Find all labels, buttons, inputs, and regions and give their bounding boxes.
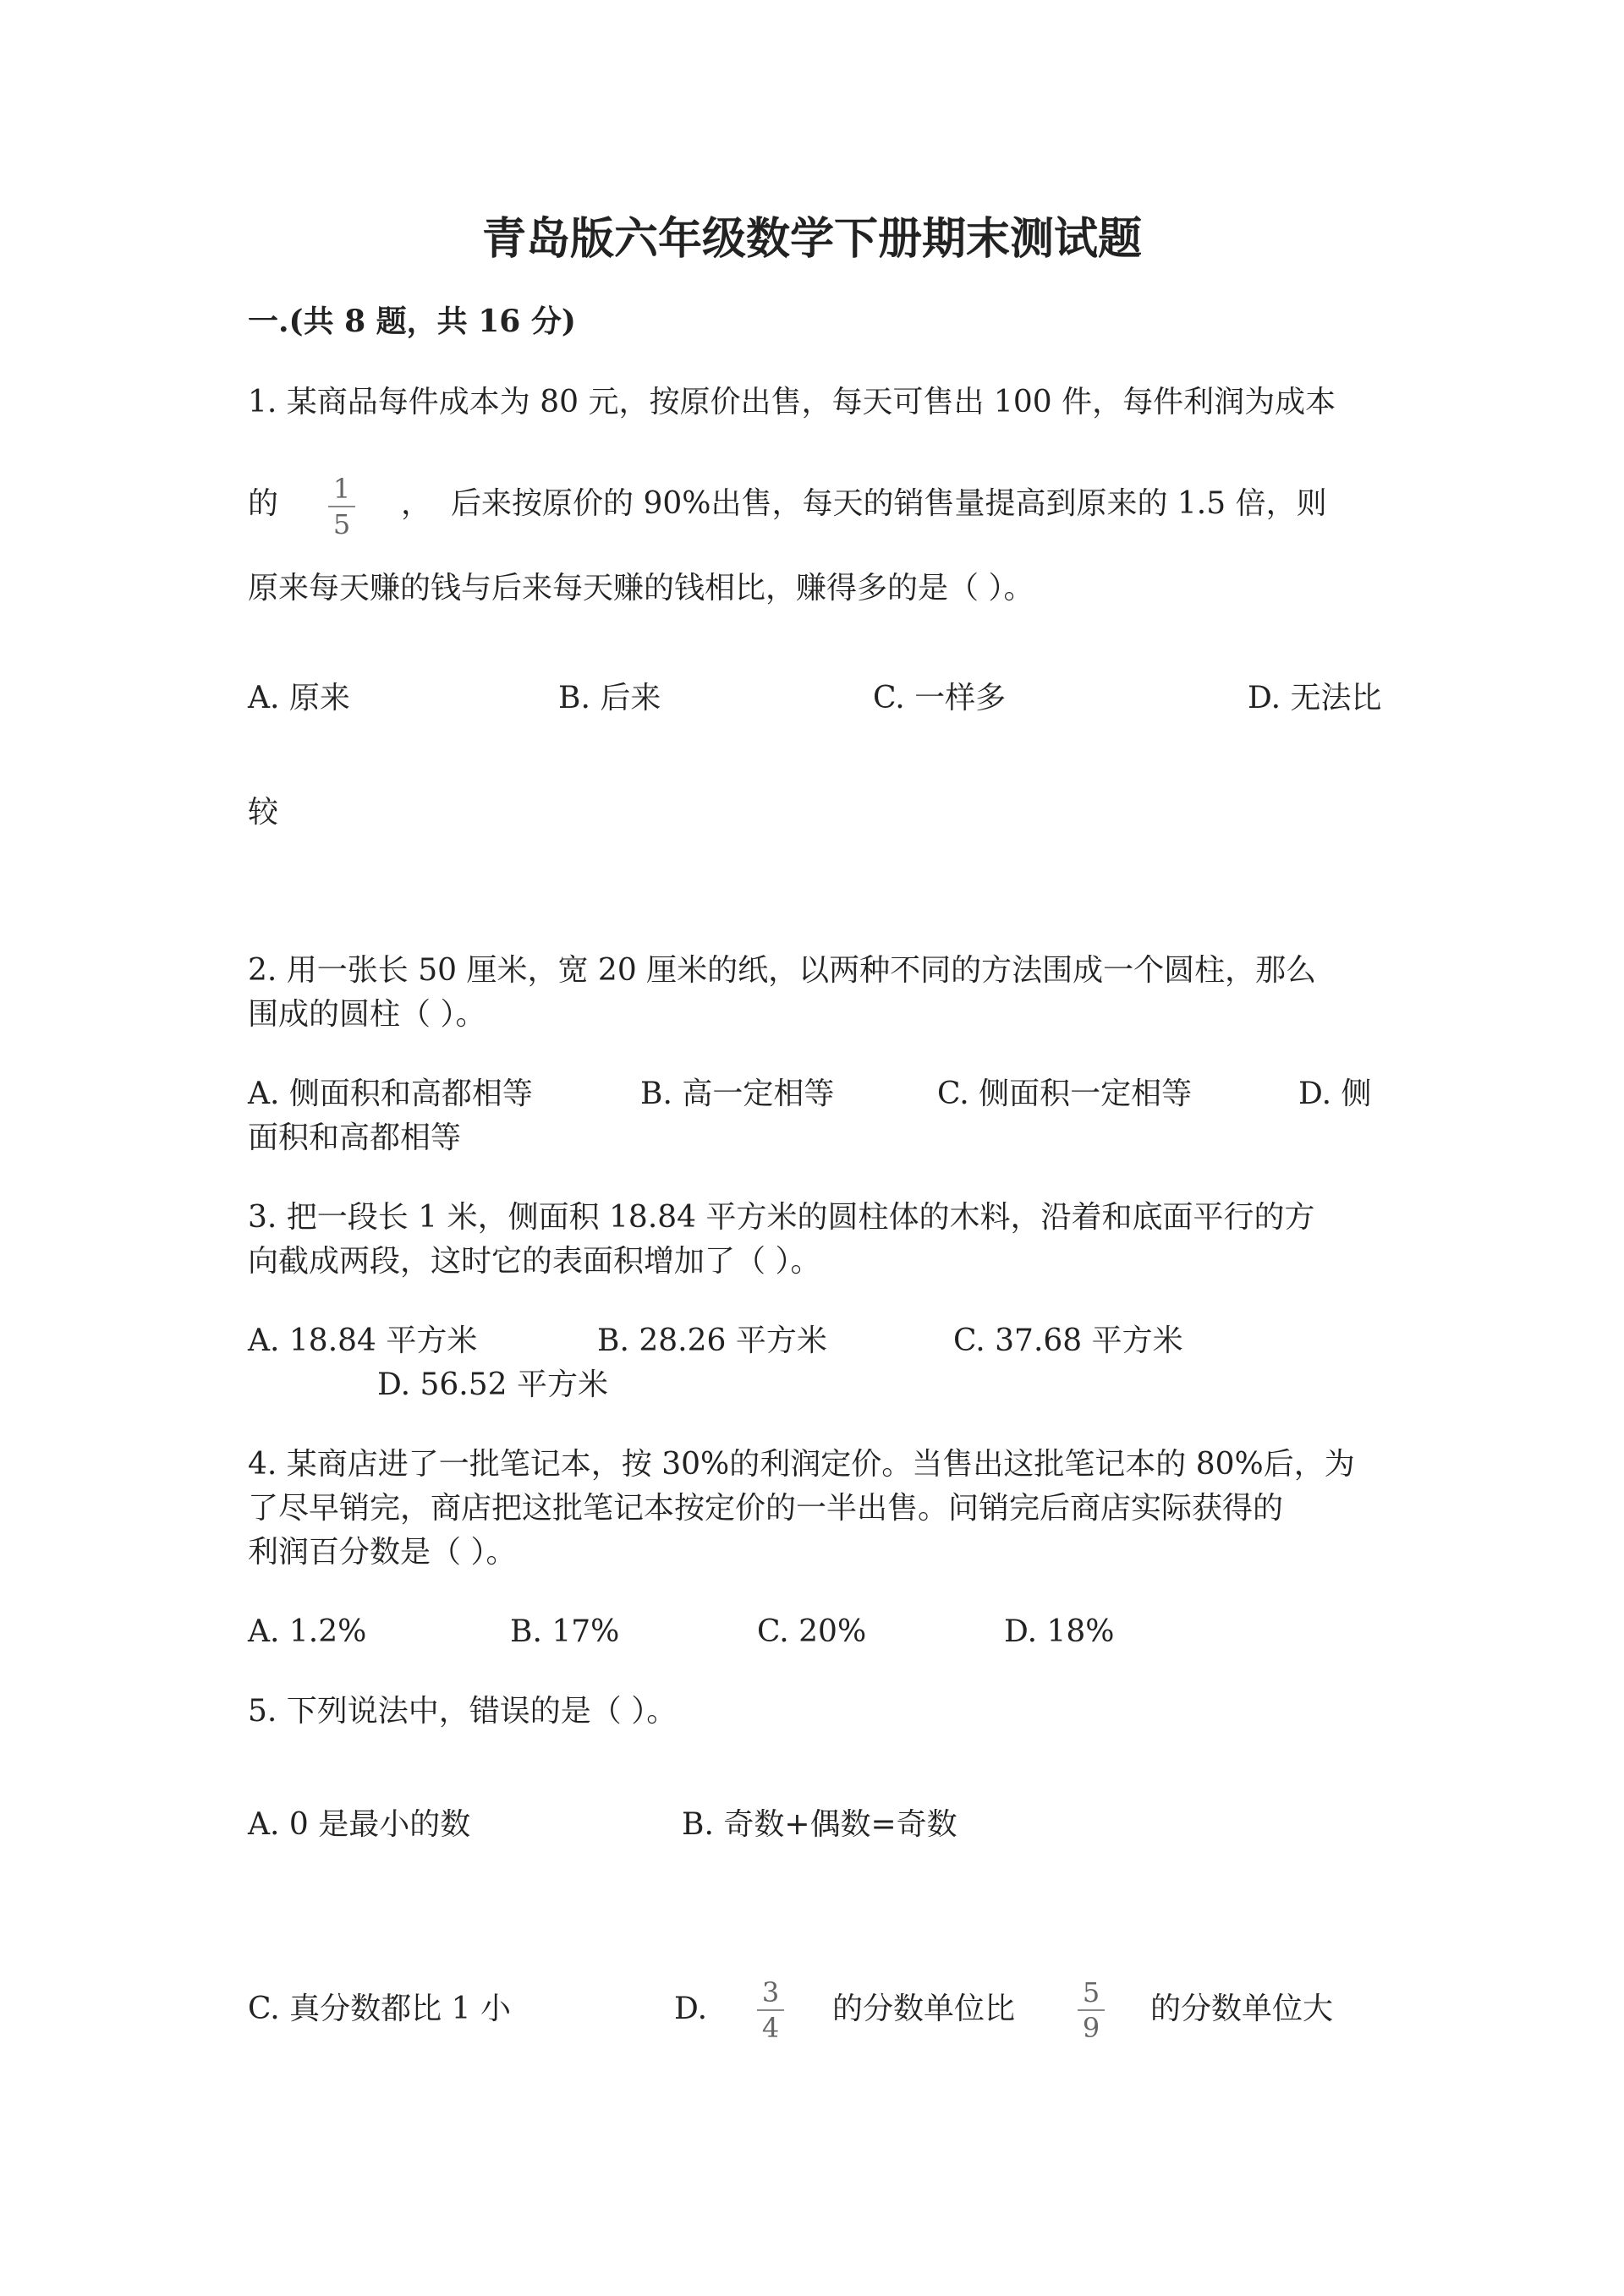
q1-line3: 原来每天赚的钱与后来每天赚的钱相比，赚得多的是（ ）。 [248, 571, 1034, 606]
section-heading: 一.(共 8 题，共 16 分) [248, 304, 576, 339]
q5-line1: 5. 下列说法中，错误的是（ ）。 [248, 1694, 678, 1729]
q3-option-c[interactable]: C. 37.68 平方米 [953, 1323, 1183, 1358]
q2-line1: 2. 用一张长 50 厘米，宽 20 厘米的纸，以两种不同的方法围成一个圆柱，那么 [248, 953, 1317, 988]
fraction-denominator: 9 [1082, 2012, 1100, 2044]
q1-line1: 1. 某商品每件成本为 80 元，按原价出售，每天可售出 100 件，每件利润为成本 [248, 385, 1336, 419]
q4-line1: 4. 某商店进了一批笔记本，按 30%的利润定价。当售出这批笔记本的 80%后，为 [248, 1447, 1355, 1482]
q5-option-d-label[interactable]: D. [674, 1992, 708, 2026]
fraction-numerator: 5 [1082, 1976, 1100, 2008]
q4-line3: 利润百分数是（ ）。 [248, 1535, 517, 1570]
q1-line2-comma: ， [401, 486, 432, 521]
fraction-denominator: 4 [761, 2012, 780, 2044]
fraction-denominator: 5 [332, 508, 351, 540]
q4-option-c[interactable]: C. 20% [757, 1614, 867, 1649]
q5-option-b[interactable]: B. 奇数+偶数=奇数 [682, 1807, 957, 1842]
q3-option-b[interactable]: B. 28.26 平方米 [597, 1323, 827, 1358]
q1-option-d[interactable]: D. 无法比 [1248, 681, 1382, 715]
fraction-bar [757, 2009, 784, 2011]
fraction-bar [328, 506, 355, 507]
q1-line2-rest: 后来按原价的 90%出售，每天的销售量提高到原来的 1.5 倍，则 [451, 486, 1327, 521]
q2-option-b[interactable]: B. 高一定相等 [640, 1077, 835, 1111]
q3-line1: 3. 把一段长 1 米，侧面积 18.84 平方米的圆柱体的木料，沿着和底面平行的方 [248, 1200, 1315, 1235]
q4-option-d[interactable]: D. 18% [1004, 1614, 1115, 1649]
q5-option-d-end: 的分数单位大 [1150, 1992, 1334, 2026]
fraction-numerator: 3 [761, 1976, 780, 2008]
q1-option-b[interactable]: B. 后来 [558, 681, 661, 715]
q3-line2: 向截成两段，这时它的表面积增加了（ ）。 [248, 1244, 821, 1279]
q5-option-a[interactable]: A. 0 是最小的数 [248, 1807, 471, 1842]
q1-line2-pre: 的 [248, 486, 279, 521]
q5-option-c[interactable]: C. 真分数都比 1 小 [248, 1992, 511, 2026]
q1-fraction [325, 474, 359, 540]
page-title: 青岛版六年级数学下册期末测试题 [481, 213, 1142, 265]
q3-option-d[interactable]: D. 56.52 平方米 [377, 1367, 608, 1402]
q2-option-c[interactable]: C. 侧面积一定相等 [937, 1077, 1193, 1111]
q4-line2: 了尽早销完，商店把这批笔记本按定价的一半出售。问销完后商店实际获得的 [248, 1491, 1284, 1526]
q5-fraction-3-4 [754, 1977, 787, 2043]
fraction-bar [1078, 2009, 1105, 2011]
q4-option-a[interactable]: A. 1.2% [248, 1614, 367, 1649]
q1-option-d-wrap: 较 [248, 795, 279, 830]
q5-option-d-mid: 的分数单位比 [832, 1992, 1016, 2026]
q2-option-a[interactable]: A. 侧面积和高都相等 [248, 1077, 533, 1111]
q1-option-c[interactable]: C. 一样多 [873, 681, 1007, 715]
fraction-numerator: 1 [332, 473, 351, 505]
q5-fraction-5-9 [1074, 1977, 1108, 2043]
q2-line2: 围成的圆柱（ ）。 [248, 997, 486, 1032]
q3-option-a[interactable]: A. 18.84 平方米 [248, 1323, 478, 1358]
q4-option-b[interactable]: B. 17% [510, 1614, 620, 1649]
q1-option-a[interactable]: A. 原来 [248, 681, 350, 715]
q2-option-d-wrap: 面积和高都相等 [248, 1121, 462, 1155]
q2-option-d[interactable]: D. 侧 [1298, 1077, 1372, 1111]
